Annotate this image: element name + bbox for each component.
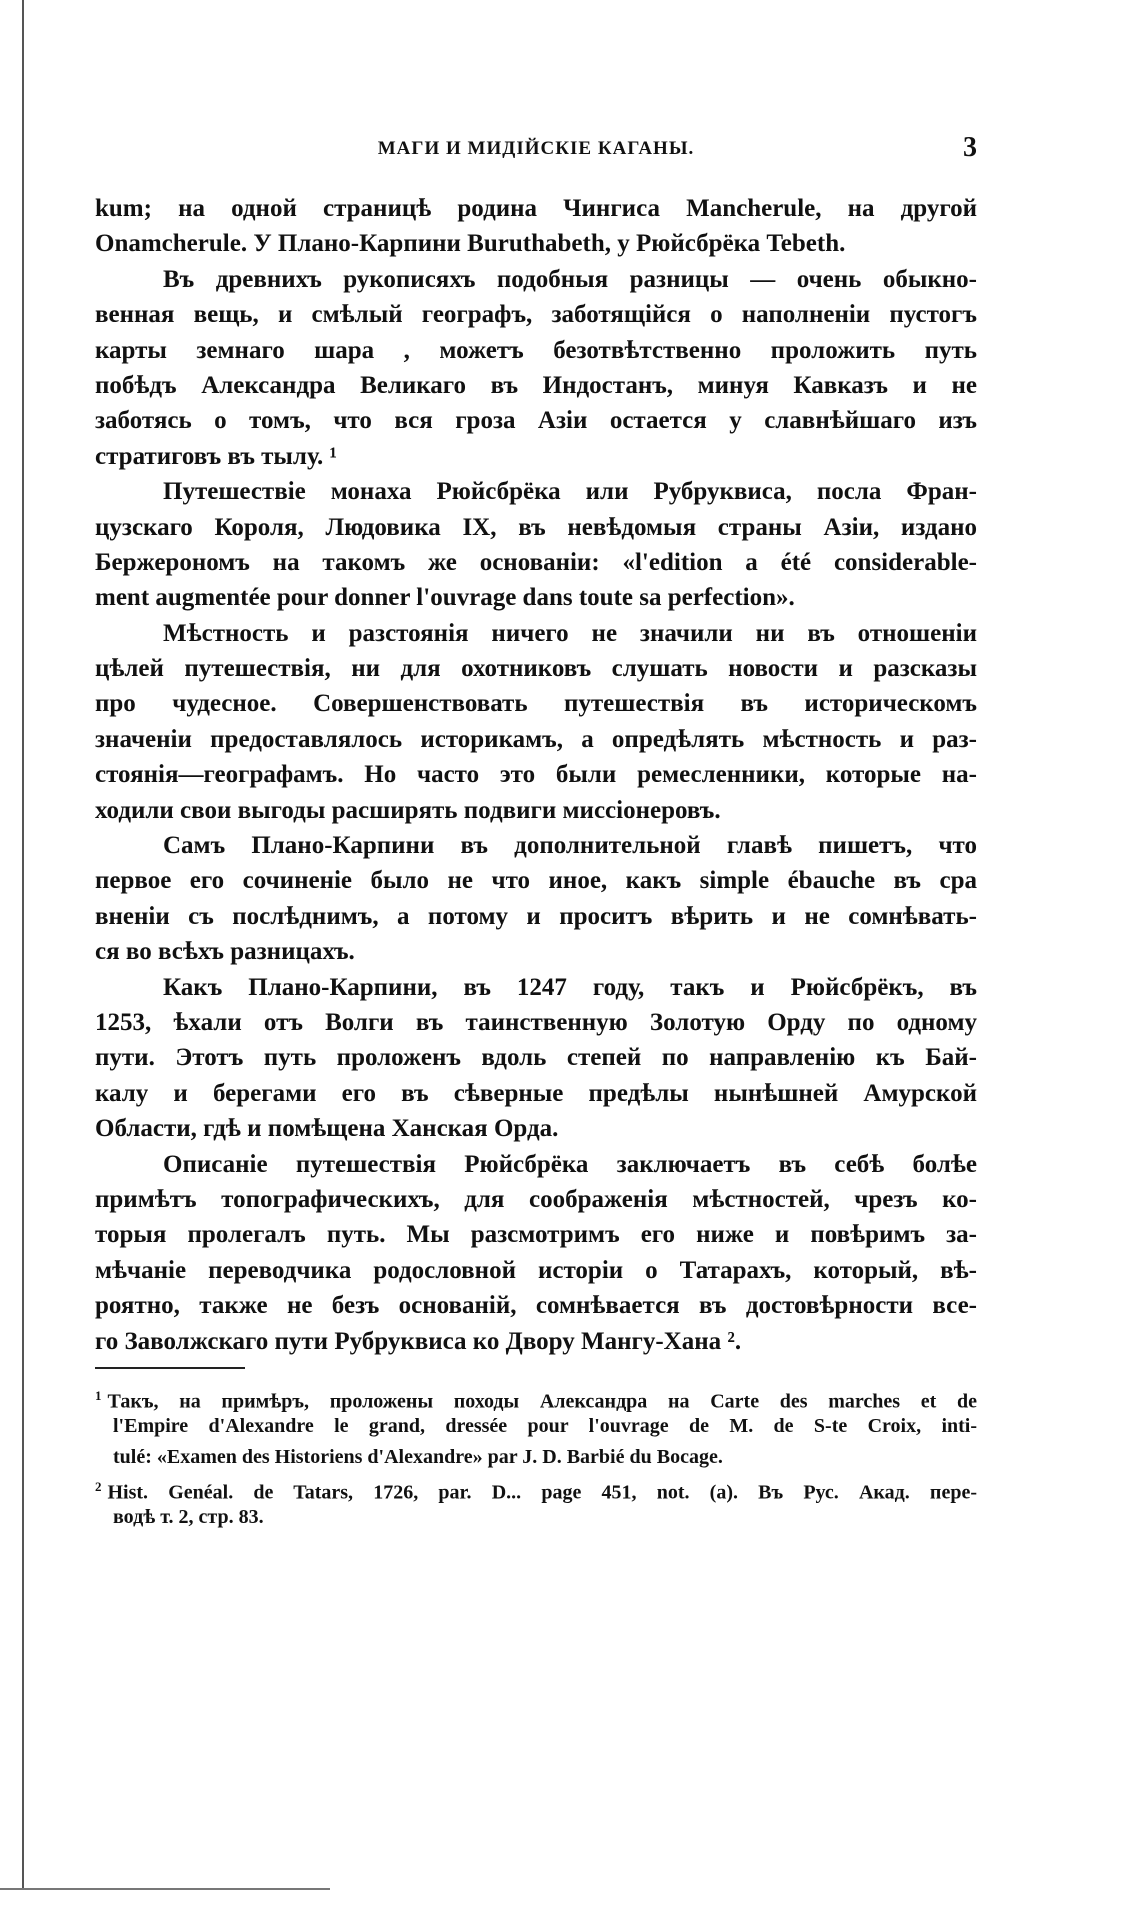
- page-header: [95, 132, 977, 166]
- text-line: стоянія—географамъ. Но часто это были ремесленники, которые на-: [95, 761, 977, 789]
- text-line: kum; на одной страницѣ родина Чингиса Mancherule, на другой: [95, 195, 977, 222]
- text-line: цѣлей путешествія, ни для охотниковъ слушать новости и разсказы: [95, 655, 977, 683]
- running-title: МАГИ И МИДІЙСКІЕ КАГАНЫ.: [377, 138, 695, 159]
- text-line: стратиговъ въ тылу. ¹: [95, 442, 337, 470]
- text-line: пути. Этотъ путь проложенъ вдоль степей по направленію къ Бай-: [95, 1044, 977, 1072]
- page-number: 3: [963, 132, 977, 163]
- footnote-line: [95, 1472, 977, 1502]
- paragraph: [95, 262, 977, 474]
- text-line: Мѣстность и разстоянія ничего не значили ни въ отношеніи: [163, 619, 977, 647]
- scan-bottom-mark: [0, 1888, 330, 1890]
- text-line: Самъ Плано-Карпини въ дополнительной главѣ пишетъ, что: [163, 832, 977, 860]
- text-line: побѣдъ Александра Великаго въ Индостанъ, минуя Кавказъ и не: [95, 371, 977, 399]
- text-line: примѣтъ топографическихъ, для соображенія мѣстностей, чрезъ ко-: [95, 1185, 977, 1213]
- text-line: Области, гдѣ и помѣщена Ханская Орда.: [95, 1115, 559, 1143]
- footnote-line: водѣ т. 2, стр. 83.: [113, 1506, 264, 1529]
- text-line: заботясь о томъ, что вся гроза Азіи остается у славнѣйшаго изъ: [95, 407, 977, 435]
- paragraph: [95, 474, 977, 616]
- text-line: ходили свои выгоды расширять подвиги миссіонеровъ.: [95, 796, 721, 824]
- paragraph: [95, 1147, 977, 1359]
- text-line: торыя пролегалъ путь. Мы разсмотримъ его ниже и повѣримъ за-: [95, 1221, 977, 1249]
- text-line: Какъ Плано-Карпини, въ 1247 году, такъ и Рюйсбрёкъ, въ: [163, 973, 977, 1001]
- text-line: Описаніе путешествія Рюйсбрёка заключаетъ въ себѣ болѣе: [163, 1150, 977, 1178]
- text-line: 1253, ѣхали отъ Волги въ таинственную Золотую Орду по одному: [95, 1008, 977, 1036]
- text-line: вненіи съ послѣднимъ, а потому и проситъ вѣрить и не сомнѣвать-: [95, 902, 977, 930]
- footnote: [95, 1381, 977, 1472]
- text-line: венная вещь, и смѣлый географъ, заботящійся о наполненіи пустогъ: [95, 301, 977, 329]
- text-line: ment augmentée pour donner l'ouvrage dans toute sa perfection».: [95, 584, 795, 612]
- text-line: Въ древнихъ рукописяхъ подобныя разницы — очень обыкно-: [163, 265, 977, 293]
- footnote-line: l'Empire d'Alexandre le grand, dressée pour l'ouvrage de M. de S-te Croix, inti-: [113, 1415, 977, 1438]
- text-line: ся во всѣхъ разницахъ.: [95, 938, 355, 966]
- text-line: го Заволжскаго пути Рубруквиса ко Двору Мангу-Хана ².: [95, 1327, 742, 1355]
- text-line: первое его сочиненіе было не что иное, какъ simple ébauche въ сра: [95, 867, 977, 895]
- text-line: значеніи предоставлялось историкамъ, а опредѣлять мѣстность и раз-: [95, 725, 977, 753]
- footnote: [95, 1472, 977, 1533]
- paragraph: [95, 616, 977, 828]
- body-text: [95, 191, 977, 1359]
- text-line: про чудесное. Совершенствовать путешествія въ историческомъ: [95, 690, 977, 718]
- paragraph: [95, 191, 977, 262]
- footnote-mark: 2: [95, 1478, 102, 1494]
- paragraph: [95, 970, 977, 1147]
- text-line: карты земнаго шара , можетъ безотвѣтственно проложить путь: [95, 336, 977, 364]
- text-line: калу и берегами его въ сѣверные предѣлы нынѣшней Амурской: [95, 1079, 977, 1107]
- paragraph: [95, 828, 977, 970]
- footnote-rule: [95, 1367, 245, 1369]
- text-line: мѣчаніе переводчика родословной исторіи о Татарахъ, который, вѣ-: [95, 1256, 977, 1284]
- text-line: Путешествіе монаха Рюйсбрёка или Рубруквиса, посла Фран-: [163, 478, 977, 506]
- text-line: Onamcherule. У Плано-Карпини Buruthabeth, у Рюйсбрёка Tebeth.: [95, 230, 846, 258]
- text-line: роятно, также не безъ основаній, сомнѣвается въ достовѣрности все-: [95, 1292, 977, 1320]
- footnote-line: tulé: «Examen des Historiens d'Alexandre» par J. D. Barbié du Bocage.: [113, 1445, 723, 1468]
- footnote-mark: 1: [95, 1388, 102, 1403]
- text-line: Бержерономъ на такомъ же основаніи: «l'edition a été considerable-: [95, 548, 977, 576]
- footnote-line: [95, 1381, 977, 1411]
- text-line: цузскаго Короля, Людовика IX, въ невѣдомыя страны Азіи, издано: [95, 513, 977, 541]
- footnote-text: Hist. Genéal. de Tatars, 1726, par. D... page 451, not. (a). Въ Рус. Акад. пере-: [107, 1481, 977, 1504]
- footnote-text: Такъ, на примѣръ, проложены походы Александра на Carte des marches et de: [107, 1390, 977, 1413]
- footnotes: [95, 1381, 977, 1532]
- page-edge-line: [22, 0, 24, 1890]
